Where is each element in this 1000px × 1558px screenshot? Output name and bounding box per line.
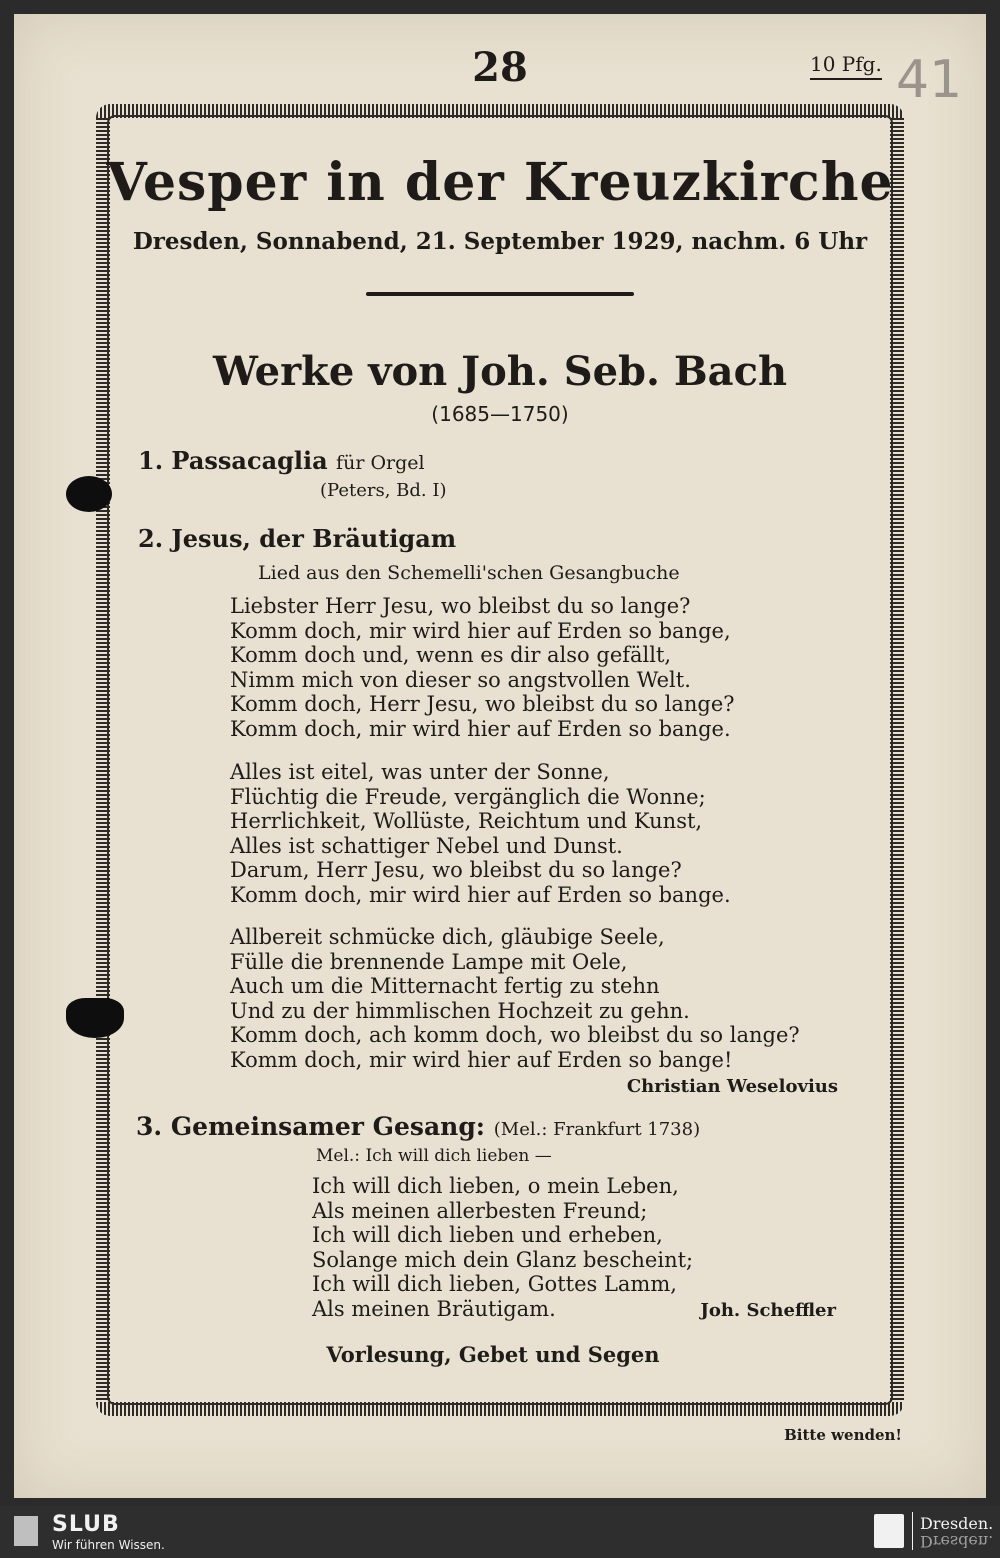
item-1-heading [138, 446, 425, 475]
verse-line: Fülle die brennende Lampe mit Oele, [230, 949, 628, 974]
item-1-note: (Peters, Bd. I) [320, 480, 447, 501]
verse-line: Als meinen allerbesten Freund; [312, 1198, 648, 1223]
punch-hole-top [66, 476, 112, 512]
slub-logo-icon [14, 1516, 38, 1546]
verse-line: Liebster Herr Jesu, wo bleibst du so lange? [230, 594, 691, 618]
handwritten-number: 41 [896, 50, 963, 110]
verse-line: Komm doch, mir wird hier auf Erden so bange! [230, 1047, 733, 1072]
footer-tagline: Wir führen Wissen. [52, 1538, 165, 1552]
item-2-note: Lied aus den Schemelli'schen Gesangbuche [258, 562, 680, 584]
document-title: Vesper in der Kreuzkirche [106, 152, 894, 213]
document-subtitle: Dresden, Sonnabend, 21. September 1929, nachm. 6 Uhr [132, 228, 868, 255]
item-2-heading [138, 524, 456, 553]
footer-divider [912, 1512, 913, 1550]
item-3-note: Mel.: Ich will dich lieben — [316, 1146, 552, 1166]
verse-line: Ich will dich lieben und erheben, [312, 1223, 663, 1248]
city-crest-icon [874, 1514, 904, 1548]
verse-line: Herrlichkeit, Wollüste, Reichtum und Kunst, [230, 809, 703, 834]
verse-line: Nimm mich von dieser so angstvollen Welt. [230, 667, 691, 692]
author-scheffler: Joh. Scheffler [700, 1300, 836, 1321]
composer-years: (1685—1750) [431, 402, 569, 426]
divider [366, 292, 634, 296]
section-title: Werke von Joh. Seb. Bach [212, 348, 788, 395]
verse-line: Alles ist schattiger Nebel und Dunst. [230, 833, 623, 858]
item-title: Jesus, der Bräutigam [171, 524, 457, 553]
verse-line: Ich will dich lieben, o mein Leben, [312, 1174, 679, 1198]
item-3-heading [136, 1112, 700, 1141]
stanza-3 [230, 925, 800, 1073]
footer-brand: SLUB [52, 1512, 120, 1537]
item-number: 3. [136, 1112, 163, 1141]
stanza-2 [230, 760, 731, 908]
verse-line: Und zu der himmlischen Hochzeit zu gehn. [230, 998, 690, 1023]
verse-line: Komm doch und, wenn es dir also gefällt, [230, 643, 672, 668]
author-weselovius: Christian Weselovius [626, 1076, 838, 1097]
stanza-1 [230, 594, 735, 742]
turn-over-note: Bitte wenden! [784, 1426, 902, 1444]
closing-line: Vorlesung, Gebet und Segen [326, 1342, 660, 1367]
item-title: Gemeinsamer Gesang: [170, 1112, 486, 1141]
verse-line: Komm doch, mir wird hier auf Erden so bange. [230, 716, 731, 741]
item-number: 2. [138, 524, 164, 553]
verse-line: Ich will dich lieben, Gottes Lamm, [312, 1272, 677, 1297]
page-number: 28 [472, 44, 528, 91]
verse-line: Komm doch, mir wird hier auf Erden so bange, [230, 618, 731, 643]
verse-line: Als meinen Bräutigam. [312, 1296, 556, 1321]
item-title: Passacaglia [171, 446, 328, 475]
verse-line: Komm doch, ach komm doch, wo bleibst du so lange? [230, 1023, 800, 1048]
verse-line: Alles ist eitel, was unter der Sonne, [230, 760, 610, 784]
item-extra: (Mel.: Frankfurt 1738) [493, 1119, 701, 1140]
punch-hole-bottom [66, 998, 124, 1038]
footer-city-mirror: Dresden. [920, 1532, 994, 1551]
verse-line: Auch um die Mitternacht fertig zu stehn [230, 974, 660, 999]
hymn-stanza [312, 1174, 693, 1322]
verse-line: Darum, Herr Jesu, wo bleibst du so lange? [230, 858, 682, 883]
verse-line: Flüchtig die Freude, vergänglich die Wonne; [230, 784, 706, 809]
verse-line: Allbereit schmücke dich, gläubige Seele, [230, 925, 665, 949]
verse-line: Komm doch, mir wird hier auf Erden so bange. [230, 882, 731, 907]
footer-city: Dresden. [920, 1514, 994, 1533]
verse-line: Komm doch, Herr Jesu, wo bleibst du so lange? [230, 692, 735, 717]
item-extra: für Orgel [336, 452, 425, 474]
price-label: 10 Pfg. [810, 52, 882, 80]
verse-line: Solange mich dein Glanz bescheint; [312, 1247, 694, 1272]
item-number: 1. [138, 446, 164, 475]
footer-bar [0, 1506, 1000, 1558]
